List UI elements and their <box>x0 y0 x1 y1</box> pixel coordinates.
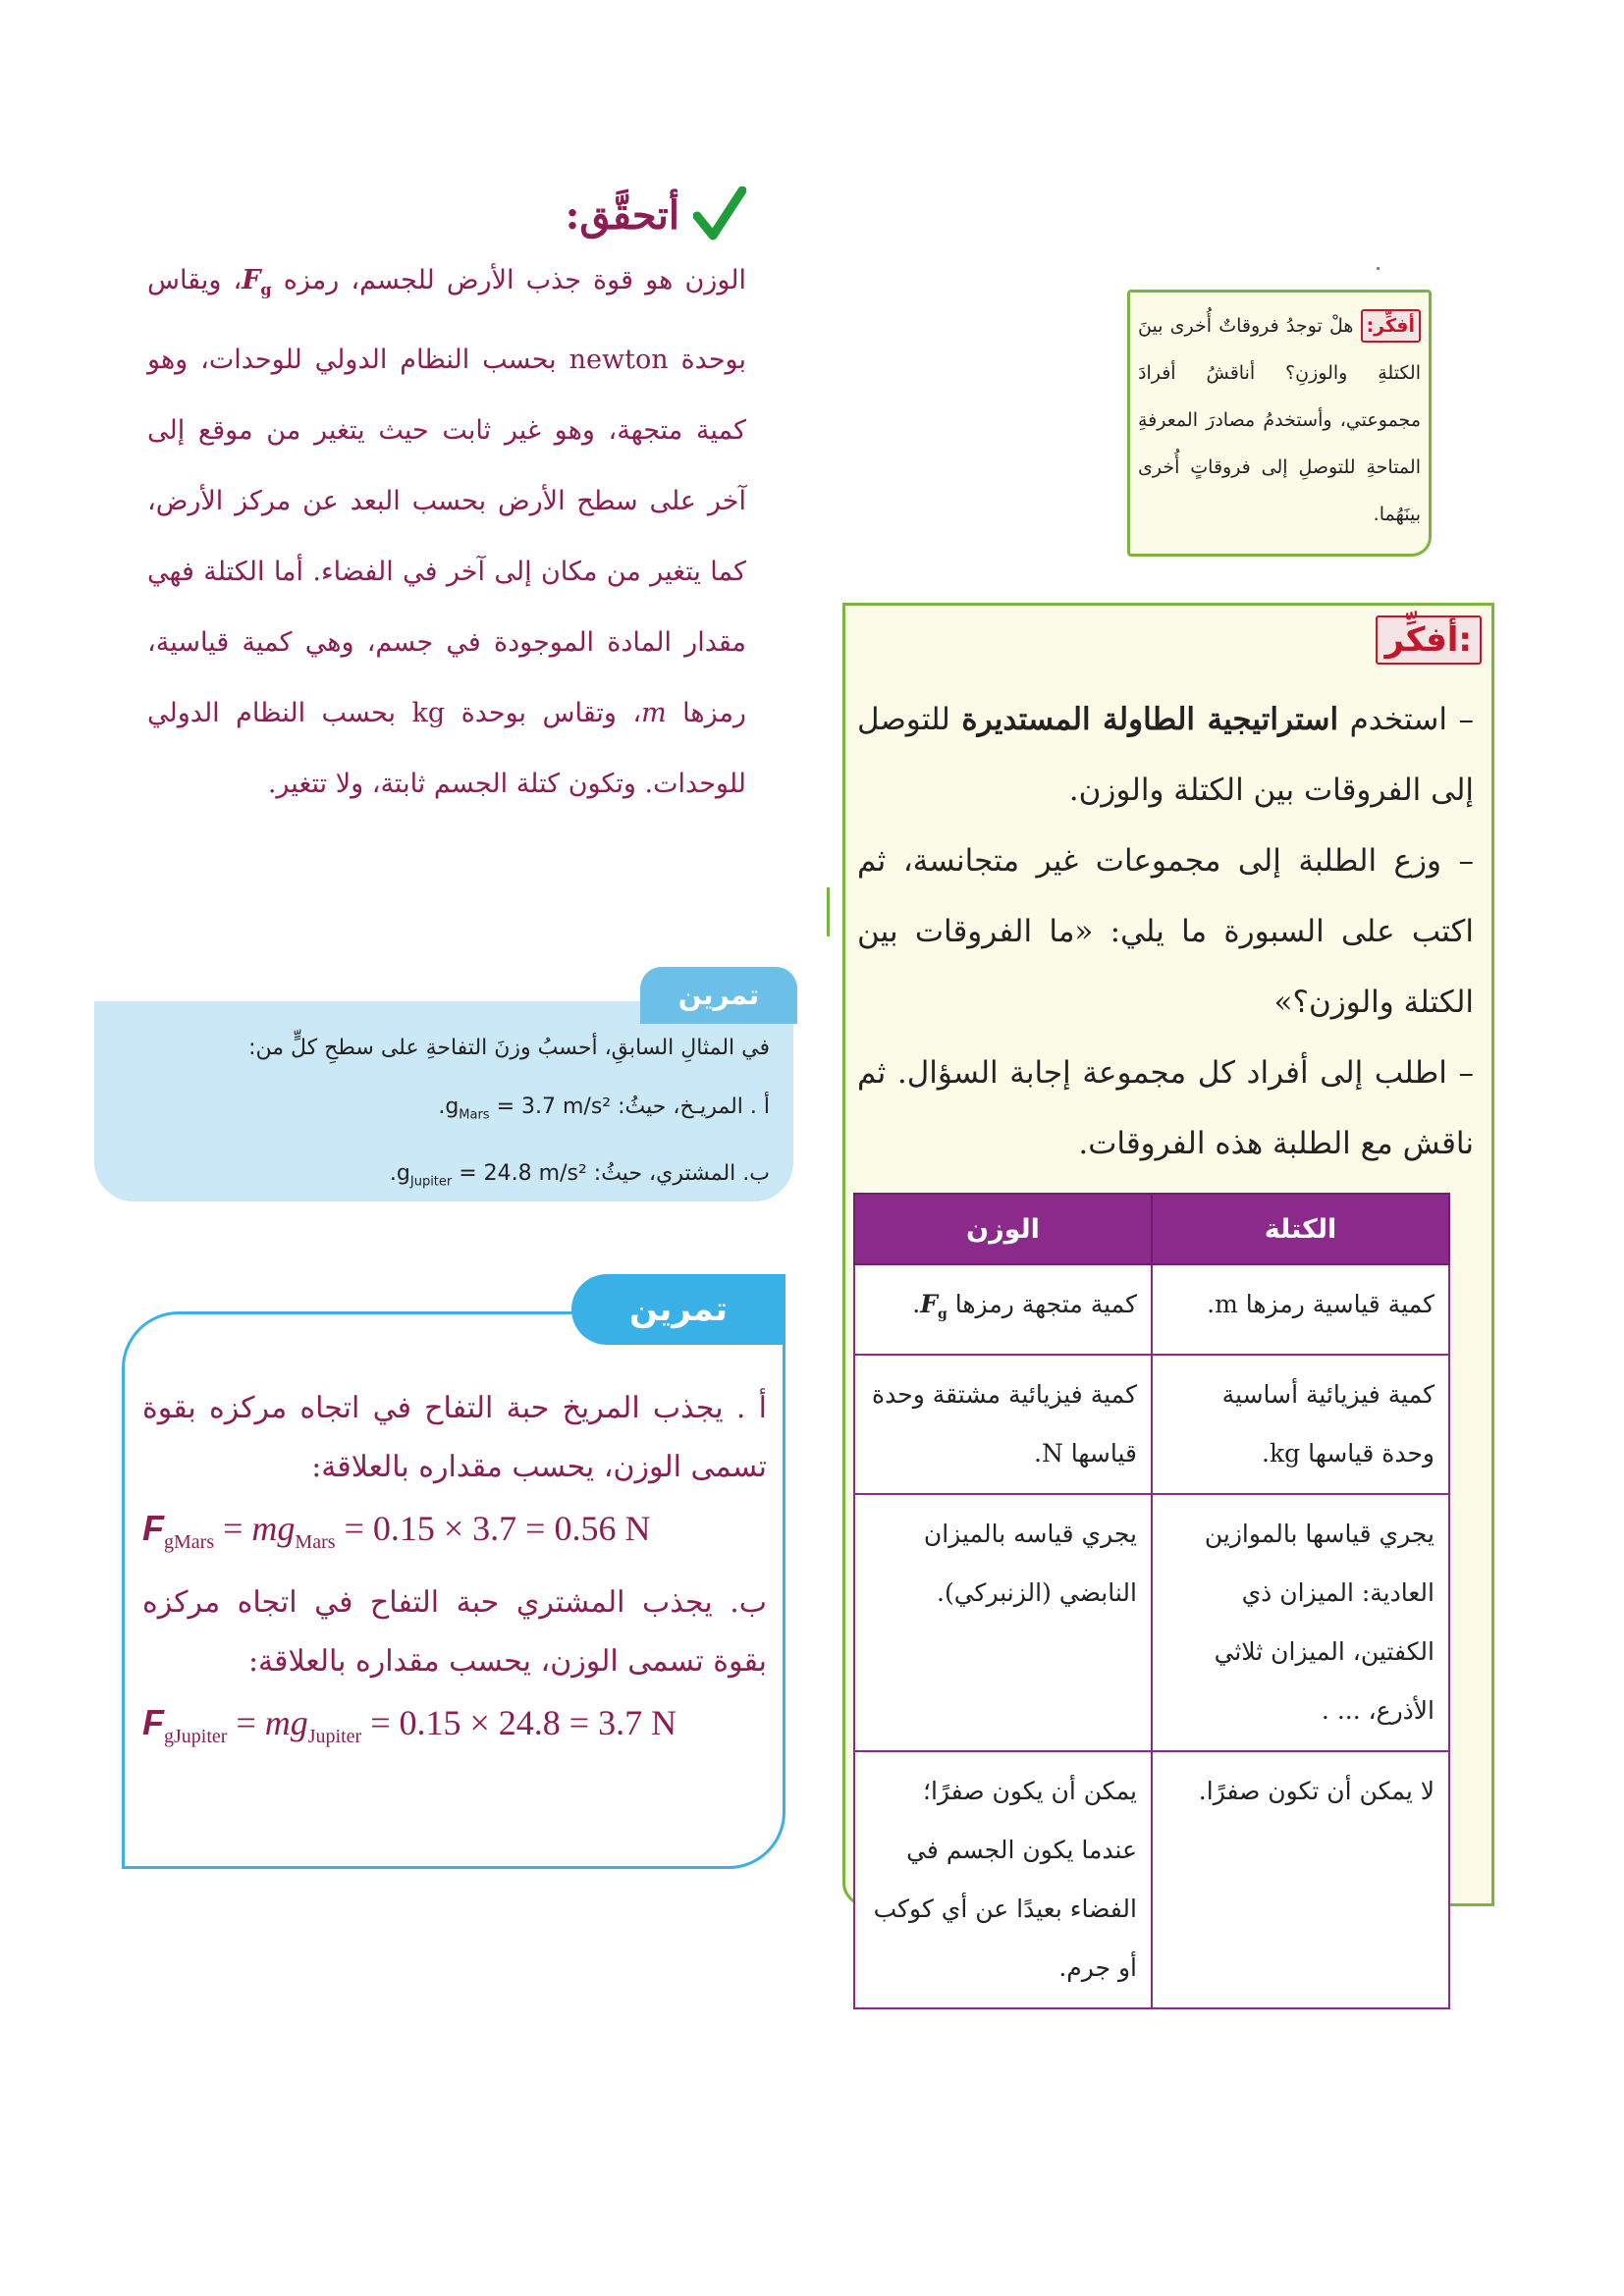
eq-F-sub: gMars <box>164 1531 215 1554</box>
cell-mass: يجري قياسها بالموازين العادية: الميزان ذي الكفتين، الميزان ثلاثي الأذرع، ... . <box>1152 1494 1449 1751</box>
think-item-1-post: للتوصل إلى الفروقات بين الكتلة والوزن. <box>857 702 1474 808</box>
exercise-2-part-a: أ . يجذب المريخ حبة التفاح في اتجاه مركزه بقوة تسمى الوزن، يحسب مقداره بالعلاقة: <box>142 1391 767 1484</box>
exercise-1-item-b: ب. المشتري، حيثُ: $g_{Jupiter} = 24.8$ m/s². <box>389 1161 770 1190</box>
cell-weight <box>854 1264 1152 1355</box>
eq-F-sub: gJupiter <box>164 1726 228 1748</box>
mass-weight-table <box>853 1193 1450 2009</box>
symbol-m: m <box>641 698 667 729</box>
think-badge-small: أفكِّر: <box>1361 309 1421 343</box>
think-box-small <box>1127 290 1432 557</box>
symbol-F: F <box>242 265 261 295</box>
think-item-3: – اطلب إلى أفراد كل مجموعة إجابة السؤال. ثم ناقش مع الطلبة هذه الفروقات. <box>857 1055 1474 1161</box>
cell-weight: يمكن أن يكون صفرًا؛ عندما يكون الجسم في الفضاء بعيدًا عن أي كوكب أو جرم. <box>854 1751 1152 2008</box>
exercise-1-content <box>94 1001 793 1212</box>
cell-mass: كمية قياسية رمزها m. <box>1152 1264 1449 1355</box>
think-item-2: – وزع الطلبة إلى مجموعات غير متجانسة، ثم اكتب على السبورة ما يلي: «ما الفروقات بين الكتلة والوزن؟» <box>857 843 1475 1020</box>
table-header-row <box>854 1194 1449 1264</box>
table-row <box>854 1751 1449 2008</box>
eq-F: F <box>142 1702 164 1743</box>
symbol-g-sub: g <box>938 1307 947 1322</box>
stray-dot <box>1377 267 1380 270</box>
exercise-2-part-b: ب. يجذب المشتري حبة التفاح في اتجاه مركزه بقوة تسمى الوزن، يحسب مقداره بالعلاقة: <box>142 1585 767 1680</box>
table-row <box>854 1494 1449 1751</box>
eq-m: m <box>264 1703 291 1743</box>
cell-weight-end: . <box>912 1290 921 1318</box>
exercise-1-intro: في المثالِ السابقِ، أحسبُ وزنَ التفاحةِ على سطحِ كلٍّ من: <box>248 1036 770 1060</box>
exercise-tab-1: تمرين <box>640 967 797 1024</box>
think-panel-text <box>857 684 1474 1179</box>
check-heading <box>566 187 746 243</box>
exercise-box-2 <box>122 1311 785 1869</box>
g-symbol: g <box>396 1161 410 1187</box>
eq-g-sub: Jupiter <box>307 1726 362 1748</box>
think-small-text: هلْ توجدُ فروقاتٌ أُخرى بينَ الكتلةِ والوزنِ؟ أناقشُ أفرادَ مجموعتي، وأستخدمُ مصادرَ المعرفةِ المتاحةِ للتوصلِ إلى فروقاتٍ أُخرى بينَهُما. <box>1138 315 1421 525</box>
think-item-1 <box>857 684 1474 826</box>
exercise-box-1 <box>94 1001 793 1201</box>
cell-weight: يجري قياسه بالميزان النابضي (الزنبركي). <box>854 1494 1152 1751</box>
symbol-g-sub: g <box>260 280 272 299</box>
exercise-tab-2: تمرين <box>571 1274 785 1345</box>
equation-mars: $F_{gMars} = mg_{Mars} = 0.15 \times 3.7 = 0.56$ N <box>142 1508 651 1554</box>
cell-weight: كمية فيزيائية مشتقة وحدة قياسها N. <box>854 1355 1152 1494</box>
eq-rhs: = 0.15 × 3.7 = 0.56 N <box>335 1509 651 1548</box>
exercise-2-content <box>142 1379 767 1768</box>
cell-weight-text: كمية متجهة رمزها <box>947 1290 1137 1318</box>
cell-mass: كمية فيزيائية أساسية وحدة قياسها kg. <box>1152 1355 1449 1494</box>
check-text-part-3: ، وتقاس بوحدة kg بحسب النظام الدولي للوحدات. وتكون كتلة الجسم ثابتة، ولا تتغير. <box>147 698 746 800</box>
check-title: أتحقَّق: <box>565 191 679 239</box>
header-mass: الكتلة <box>1152 1194 1449 1264</box>
table-row <box>854 1264 1449 1355</box>
eq-F: F <box>142 1508 164 1548</box>
eq-m: m <box>251 1509 278 1548</box>
g-sub: Mars <box>459 1107 490 1123</box>
think-badge-large: أفكِّر: <box>1376 615 1482 665</box>
g-value: = 3.7 m/s² <box>489 1095 612 1119</box>
check-text-part-2: ، ويقاس بوحدة newton بحسب النظام الدولي للوحدات، وهو كمية متجهة، وهو غير ثابت حيث يتغير من موقع إلى آخر على سطح الأرض بحسب البعد عن مركز الأرض، كما يتغير من مكان إلى آخر في الفضاء. أما الكتلة فهي مقدار المادة الموجودة في جسم، وهي كمية قياسية، رمزها <box>147 265 746 729</box>
strategy-name: استراتيجية الطاولة المستديرة <box>961 702 1339 737</box>
exercise-1-item-a: أ . المريـخ، حيثُ: $g_{Mars} = 3.7$ m/s². <box>438 1095 770 1123</box>
equation-jupiter: $F_{gJupiter} = mg_{Jupiter} = 0.15 \times 24.8 = 3.7$ N <box>142 1702 677 1748</box>
green-divider-mark <box>827 887 830 936</box>
think-small-content <box>1130 293 1429 538</box>
eq-g-sub: Mars <box>295 1531 336 1554</box>
think-item-1-pre: – استخدم <box>1338 702 1474 737</box>
g-sub: Jupiter <box>409 1174 453 1190</box>
g-symbol: g <box>445 1095 460 1119</box>
checkmark-icon <box>693 187 746 243</box>
eq-g: g <box>290 1703 308 1743</box>
symbol-F: F <box>920 1290 938 1318</box>
header-weight: الوزن <box>854 1194 1152 1264</box>
think-panel <box>842 603 1494 1982</box>
item-a-label: أ . المريـخ، حيثُ: <box>611 1095 770 1119</box>
item-b-label: ب. المشتري، حيثُ: <box>586 1161 770 1187</box>
eq-g: g <box>277 1509 296 1548</box>
eq-rhs: = 0.15 × 24.8 = 3.7 N <box>361 1703 677 1743</box>
check-body-text <box>147 245 746 820</box>
g-value: = 24.8 m/s² <box>452 1161 587 1187</box>
check-text-part-1: الوزن هو قوة جذب الأرض للجسم، رمزه <box>271 265 747 295</box>
table-row <box>854 1355 1449 1494</box>
cell-mass: لا يمكن أن تكون صفرًا. <box>1152 1751 1449 2008</box>
